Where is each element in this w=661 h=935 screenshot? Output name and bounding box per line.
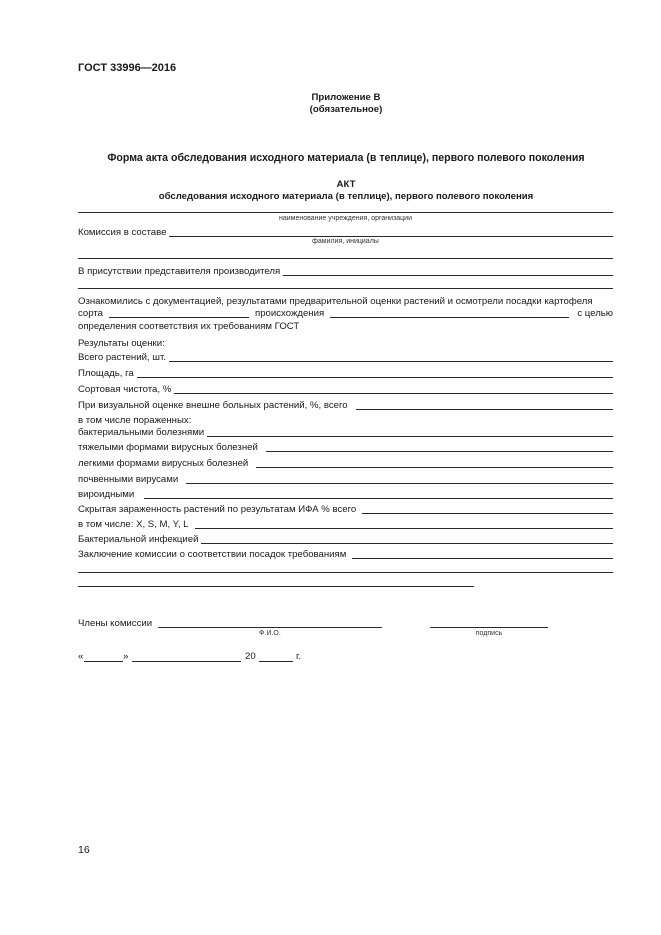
presence-row [78,265,613,278]
presence-extra-line[interactable] [78,288,613,289]
total-plants-label: Всего растений, шт. [78,352,166,363]
varietal-purity-row [78,383,613,396]
commission-label: Комиссия в составе [78,227,167,238]
variety-field[interactable] [109,317,249,318]
conclusion-line-3[interactable] [78,586,474,587]
variety-row [78,307,613,320]
standard-number: ГОСТ 33996—2016 [78,62,177,74]
soil-viruses-row [78,473,613,486]
fio-caption: Ф.И.О. [259,630,281,637]
members-label: Члены комиссии [78,618,153,629]
viroids-row [78,488,613,501]
area-row [78,367,613,380]
area-field[interactable] [137,377,613,378]
including-viruses-label: в том числе: X, S, M, Y, L [78,519,189,530]
variety-label: сорта [78,308,103,319]
varietal-purity-label: Сортовая чистота, % [78,384,172,395]
commission-extra-line[interactable] [78,258,613,259]
signature-caption: подпись [475,630,503,637]
conclusion-field[interactable] [352,558,613,559]
appendix-status: (обязательное) [309,104,383,115]
viroids-field[interactable] [144,498,613,499]
bacterial-field[interactable] [207,436,613,437]
appendix-title: Приложение В [311,92,381,103]
viroids-label: вироидными [78,489,135,500]
names-caption: фамилия, инициалы [312,238,379,245]
visual-diseased-field[interactable] [356,409,613,410]
date-year-suffix: г. [296,651,301,662]
soil-viruses-label: почвенными вирусами [78,474,179,485]
date-month-field[interactable] [132,661,241,662]
including-viruses-row [78,518,613,531]
origin-field[interactable] [330,317,569,318]
conclusion-row [78,548,613,561]
area-label: Площадь, га [78,368,134,379]
mild-viral-field[interactable] [256,467,613,468]
severe-viral-row [78,441,613,454]
severe-viral-label: тяжелыми формами вирусных болезней [78,442,258,453]
purpose-text: определения соответствия их требованиям ГОСТ [78,321,300,332]
members-fio-field[interactable] [158,627,382,628]
latent-infection-field[interactable] [362,513,613,514]
purpose-label: с целью [577,308,613,319]
members-signature-field[interactable] [430,627,548,628]
conclusion-label: Заключение комиссии о соответствии посадок требованиям [78,549,347,560]
familiarized-text: Ознакомились с документацией, результатами предварительной оценки растений и осмотрели посадки картофеля [78,296,593,307]
date-close-quote: » [123,651,129,662]
act-title: АКТ [336,179,356,190]
date-year-field[interactable] [259,661,293,662]
page-number: 16 [78,844,90,856]
latent-infection-label: Скрытая зараженность растений по результатам ИФА % всего [78,504,357,515]
visual-diseased-row [78,399,613,412]
bacterial-infection-field[interactable] [201,543,613,544]
including-label: в том числе пораженных: [78,415,192,426]
commission-field[interactable] [169,236,613,237]
presence-label: В присутствии представителя производителя [78,266,281,277]
bacterial-infection-label: Бактериальной инфекцией [78,534,199,545]
bacterial-row [78,426,613,439]
severe-viral-field[interactable] [266,451,613,452]
bacterial-infection-row [78,533,613,546]
organization-caption: наименование учреждения, организации [278,215,413,222]
latent-infection-row [78,503,613,516]
visual-diseased-label: При визуальной оценке внешне больных растений, %, всего [78,400,348,411]
organization-line[interactable] [78,212,613,213]
mild-viral-label: легкими формами вирусных болезней [78,458,249,469]
presence-field[interactable] [283,275,613,276]
date-year-prefix: 20 [245,651,256,662]
including-viruses-field[interactable] [195,528,613,529]
form-title: Форма акта обследования исходного материала (в теплице), первого полевого поколения [107,152,585,164]
varietal-purity-field[interactable] [174,393,613,394]
conclusion-line-2[interactable] [78,572,613,573]
soil-viruses-field[interactable] [186,483,613,484]
bacterial-label: бактериальными болезнями [78,427,205,438]
total-plants-field[interactable] [169,361,613,362]
results-label: Результаты оценки: [78,338,165,349]
origin-label: происхождения [255,308,325,319]
date-day-field[interactable] [84,661,123,662]
act-subtitle: обследования исходного материала (в теплице), первого полевого поколения [158,191,534,202]
total-plants-row [78,351,613,364]
mild-viral-row [78,457,613,470]
date-open-quote: « [78,651,84,662]
